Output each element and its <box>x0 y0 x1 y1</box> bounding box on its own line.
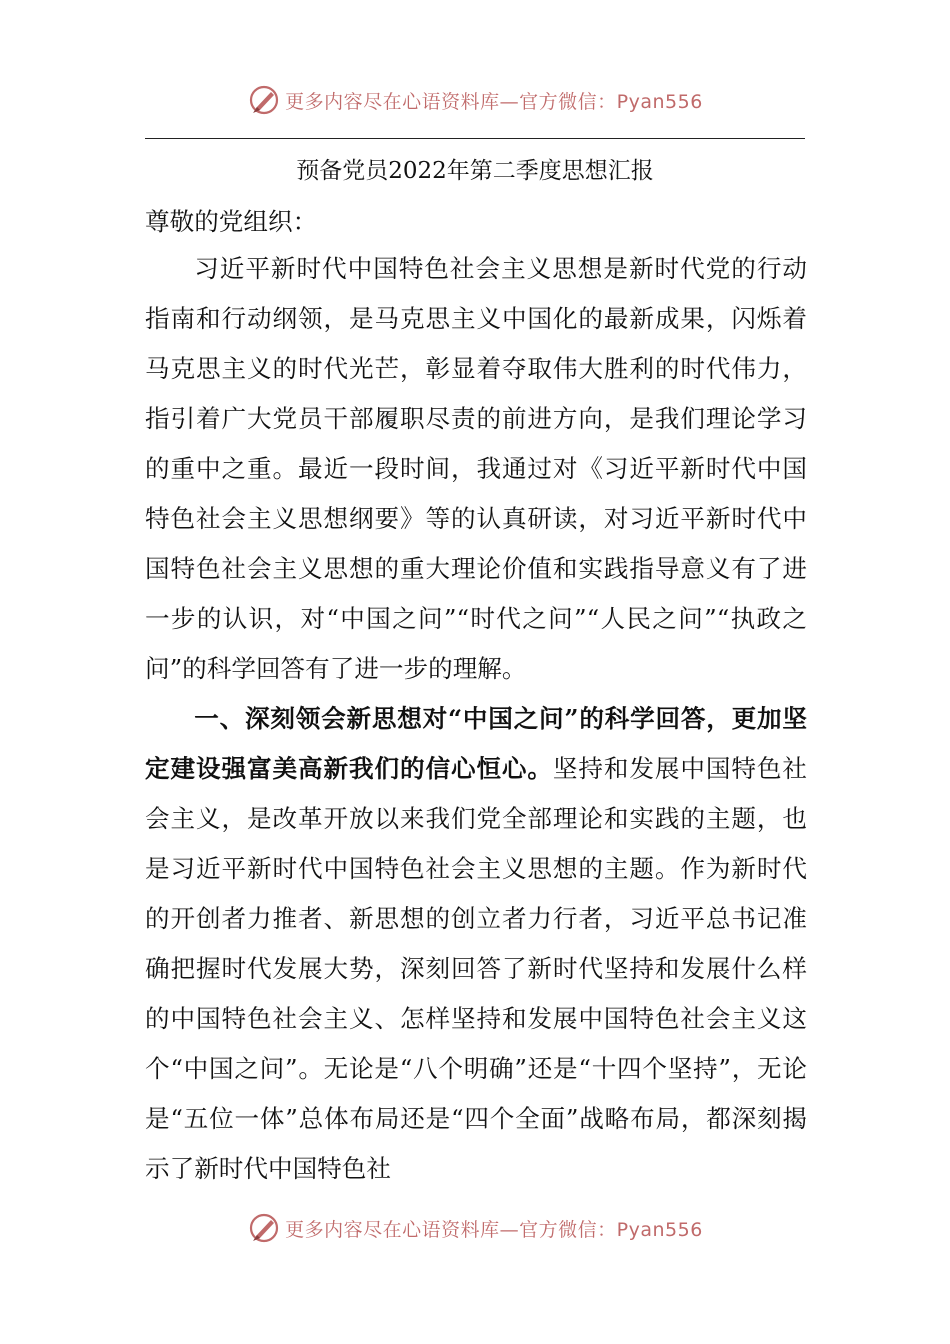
document-body <box>145 200 807 1194</box>
header-banner-text: 更多内容尽在心语资料库—官方微信：Pyan556 <box>285 90 703 113</box>
footer-banner-handle: Pyan556 <box>616 1218 703 1241</box>
pen-logo-icon <box>247 1211 281 1245</box>
header-divider <box>145 138 805 139</box>
salutation: 尊敬的党组织： <box>145 207 318 236</box>
footer-banner-text: 更多内容尽在心语资料库—官方微信：Pyan556 <box>285 1218 703 1241</box>
header-banner-handle: Pyan556 <box>616 90 703 113</box>
section-1 <box>145 694 807 1194</box>
section-1-heading: 一、深刻领会新思想对“中国之问”的科学回答，更加坚定建设强富美高新我们的信心恒心。 <box>145 704 807 783</box>
footer-banner <box>0 1208 950 1248</box>
pen-logo-icon <box>247 83 281 117</box>
section-1-body: 坚持和发展中国特色社会主义，是改革开放以来我们党全部理论和实践的主题，也是习近平新时代中国特色社会主义思想的主题。作为新时代的开创者力推者、新思想的创立者力行者，习近平总书记准确把握时代发展大势，深刻回答了新时代坚持和发展什么样的中国特色社会主义、怎样坚持和发展中国特色社会主义这个“中国之问”。无论是“八个明确”还是“十四个坚持”，无论是“五位一体”总体布局还是“四个全面”战略布局，都深刻揭示了新时代中国特色社 <box>145 754 807 1183</box>
paragraph-intro: 习近平新时代中国特色社会主义思想是新时代党的行动指南和行动纲领，是马克思主义中国化的最新成果，闪烁着马克思主义的时代光芒，彰显着夺取伟大胜利的时代伟力，指引着广大党员干部履职尽责的前进方向，是我们理论学习的重中之重。最近一段时间，我通过对《习近平新时代中国特色社会主义思想纲要》等的认真研读，对习近平新时代中国特色社会主义思想的重大理论价值和实践指导意义有了进一步的认识，对“中国之问”“时代之问”“人民之问”“执政之问”的科学回答有了进一步的理解。 <box>145 254 807 683</box>
document-title: 预备党员2022年第二季度思想汇报 <box>296 158 654 184</box>
header-banner <box>0 80 950 120</box>
